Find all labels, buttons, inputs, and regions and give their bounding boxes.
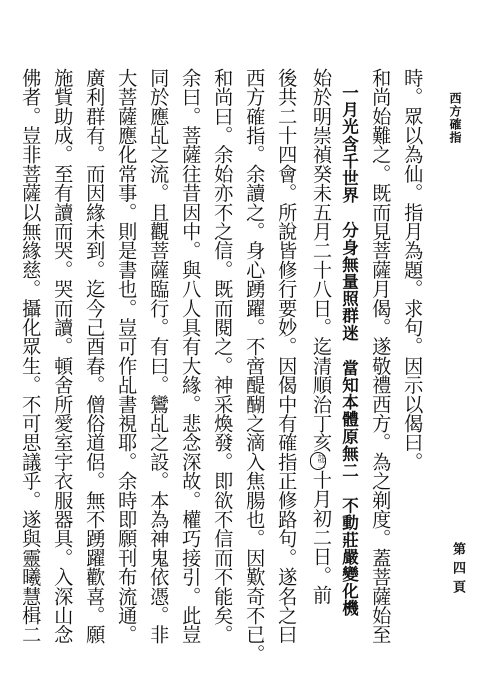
page-number: 第四頁 (450, 542, 465, 599)
gatha-line-3: 當知本體原無二 (339, 359, 359, 480)
text-column-11: 佛者。豈非菩薩以無緣慈。攝化眾生。不可思議乎。遂與靈曦慧楫二 (19, 68, 43, 644)
text-column-5: 和尚曰。余始亦不之信。既而閱之。神采煥發。即欲不信而不能矣。 (211, 68, 235, 644)
colophon-text-start: 始於明崇禎癸未五月二十八日。迄清順治丁亥 (310, 68, 333, 452)
colophon-column (310, 68, 331, 604)
text-column-10: 施貲助成。至有讀而哭。哭而讀。頓舍所愛室宇衣服器具。入深山念 (51, 68, 75, 644)
running-header-title: 西方確指 (448, 92, 462, 144)
text-column-3: 後共二十四會。所說皆修行要妙。因偈中有確指正修路句。遂名之曰 (275, 68, 299, 644)
text-column-8: 大菩薩應化常事。則是書也。豈可作乩書視耶。余時即願刊布流通。 (115, 68, 139, 644)
text-column-2: 和尚始難之。既而見菩薩月偈。遂敬禮西方。為之剃度。蓋菩薩始至 (369, 68, 393, 644)
text-column-7: 同於應乩之流。且觀菩薩臨行。有曰。鸞乩之設。本為神鬼依憑。非 (147, 68, 171, 644)
text-column-1: 時。眾以為仙。指月為題。求句。因示以偈曰。 (401, 68, 425, 472)
gatha-line-4: 不動莊嚴變化機 (339, 497, 359, 617)
text-column-6: 余曰。菩薩往昔因中。與八人具有大緣。悲念深故。權巧接引。此豈 (179, 68, 203, 644)
footnote-marker[interactable]: 註二 (310, 452, 326, 470)
gatha-line-1: 一月光含千世界 (339, 84, 359, 204)
text-column-4: 西方確指。余讀之。身心踴躍。不啻醍醐之滴入焦腸也。因歎奇不已。 (243, 68, 267, 664)
colophon-text-end: 十月初二日。前 (310, 470, 333, 605)
gatha-line-2: 分身無量照群迷 (339, 221, 359, 342)
gatha-verse (340, 84, 357, 617)
text-column-9: 廣利群有。而因緣未到。迄今己酉春。僧俗道侶。無不踴躍歡喜。願 (83, 68, 107, 644)
